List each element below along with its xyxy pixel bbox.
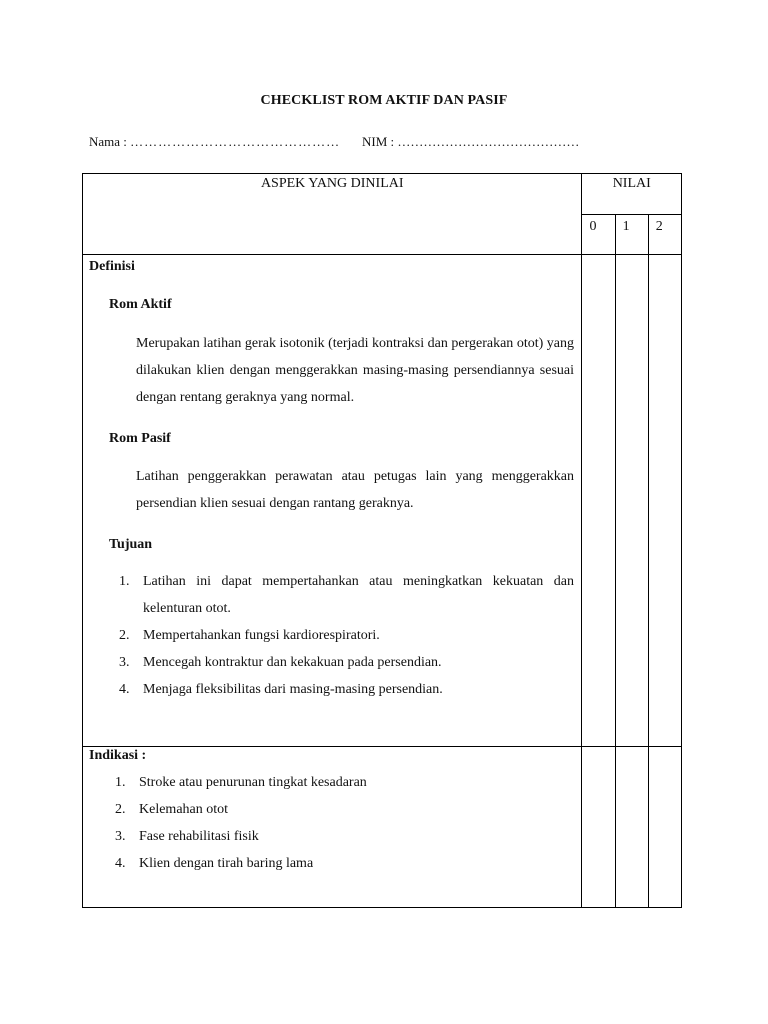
list-item: 3. Mencegah kontraktur dan kekakuan pada persendian. — [119, 655, 442, 670]
tujuan-heading: Tujuan — [109, 537, 153, 552]
header-aspek: ASPEK YANG DINILAI — [83, 174, 582, 255]
tujuan-list — [119, 568, 574, 703]
score-header-0: 0 — [582, 215, 615, 255]
rom-pasif-heading: Rom Pasif — [109, 431, 171, 446]
definisi-section — [83, 255, 582, 747]
checklist-table — [82, 173, 682, 908]
score-cell-indikasi-2[interactable] — [648, 747, 681, 908]
nama-blank[interactable]: ……………………………………… — [130, 134, 341, 149]
nim-field[interactable] — [362, 134, 579, 150]
indikasi-list — [115, 769, 570, 877]
list-item: 2. Kelemahan otot — [115, 802, 229, 817]
indikasi-section — [83, 747, 582, 908]
rom-aktif-heading: Rom Aktif — [109, 297, 172, 312]
list-item: 4. Klien dengan tirah baring lama — [115, 856, 314, 871]
list-item: 2. Mempertahankan fungsi kardiorespiratori. — [119, 628, 380, 643]
nim-label: NIM : — [362, 134, 395, 149]
nama-label: Nama : — [89, 134, 127, 149]
score-cell-definisi-2[interactable] — [648, 255, 681, 747]
list-item: 3. Fase rehabilitasi fisik — [115, 829, 259, 844]
score-header-1: 1 — [615, 215, 648, 255]
rom-pasif-text: Latihan penggerakkan perawatan atau petugas lain yang menggerakkan persendian klien sesuai dengan rantang geraknya. — [136, 469, 574, 511]
nama-field[interactable] — [89, 134, 340, 150]
nim-blank[interactable]: …………………………………… — [397, 134, 580, 149]
score-header-2: 2 — [648, 215, 681, 255]
score-cell-definisi-1[interactable] — [615, 255, 648, 747]
list-item: 1. Latihan ini dapat mempertahankan atau meningkatkan kekuatan dan kelenturan otot. — [119, 574, 574, 616]
list-item: 1. Stroke atau penurunan tingkat kesadaran — [115, 775, 367, 790]
list-item: 4. Menjaga fleksibilitas dari masing-masing persendian. — [119, 682, 443, 697]
score-cell-definisi-0[interactable] — [582, 255, 615, 747]
document-title: CHECKLIST ROM AKTIF DAN PASIF — [260, 93, 508, 108]
rom-aktif-text: Merupakan latihan gerak isotonik (terjadi kontraksi dan pergerakan otot) yang dilakukan klien dengan menggerakkan masing-masing persendiannya sesuai dengan rentang geraknya yang normal. — [136, 336, 574, 405]
header-nilai: NILAI — [582, 174, 682, 215]
definisi-heading: Definisi — [89, 259, 135, 274]
indikasi-heading: Indikasi : — [89, 748, 147, 763]
score-cell-indikasi-0[interactable] — [582, 747, 615, 908]
score-cell-indikasi-1[interactable] — [615, 747, 648, 908]
